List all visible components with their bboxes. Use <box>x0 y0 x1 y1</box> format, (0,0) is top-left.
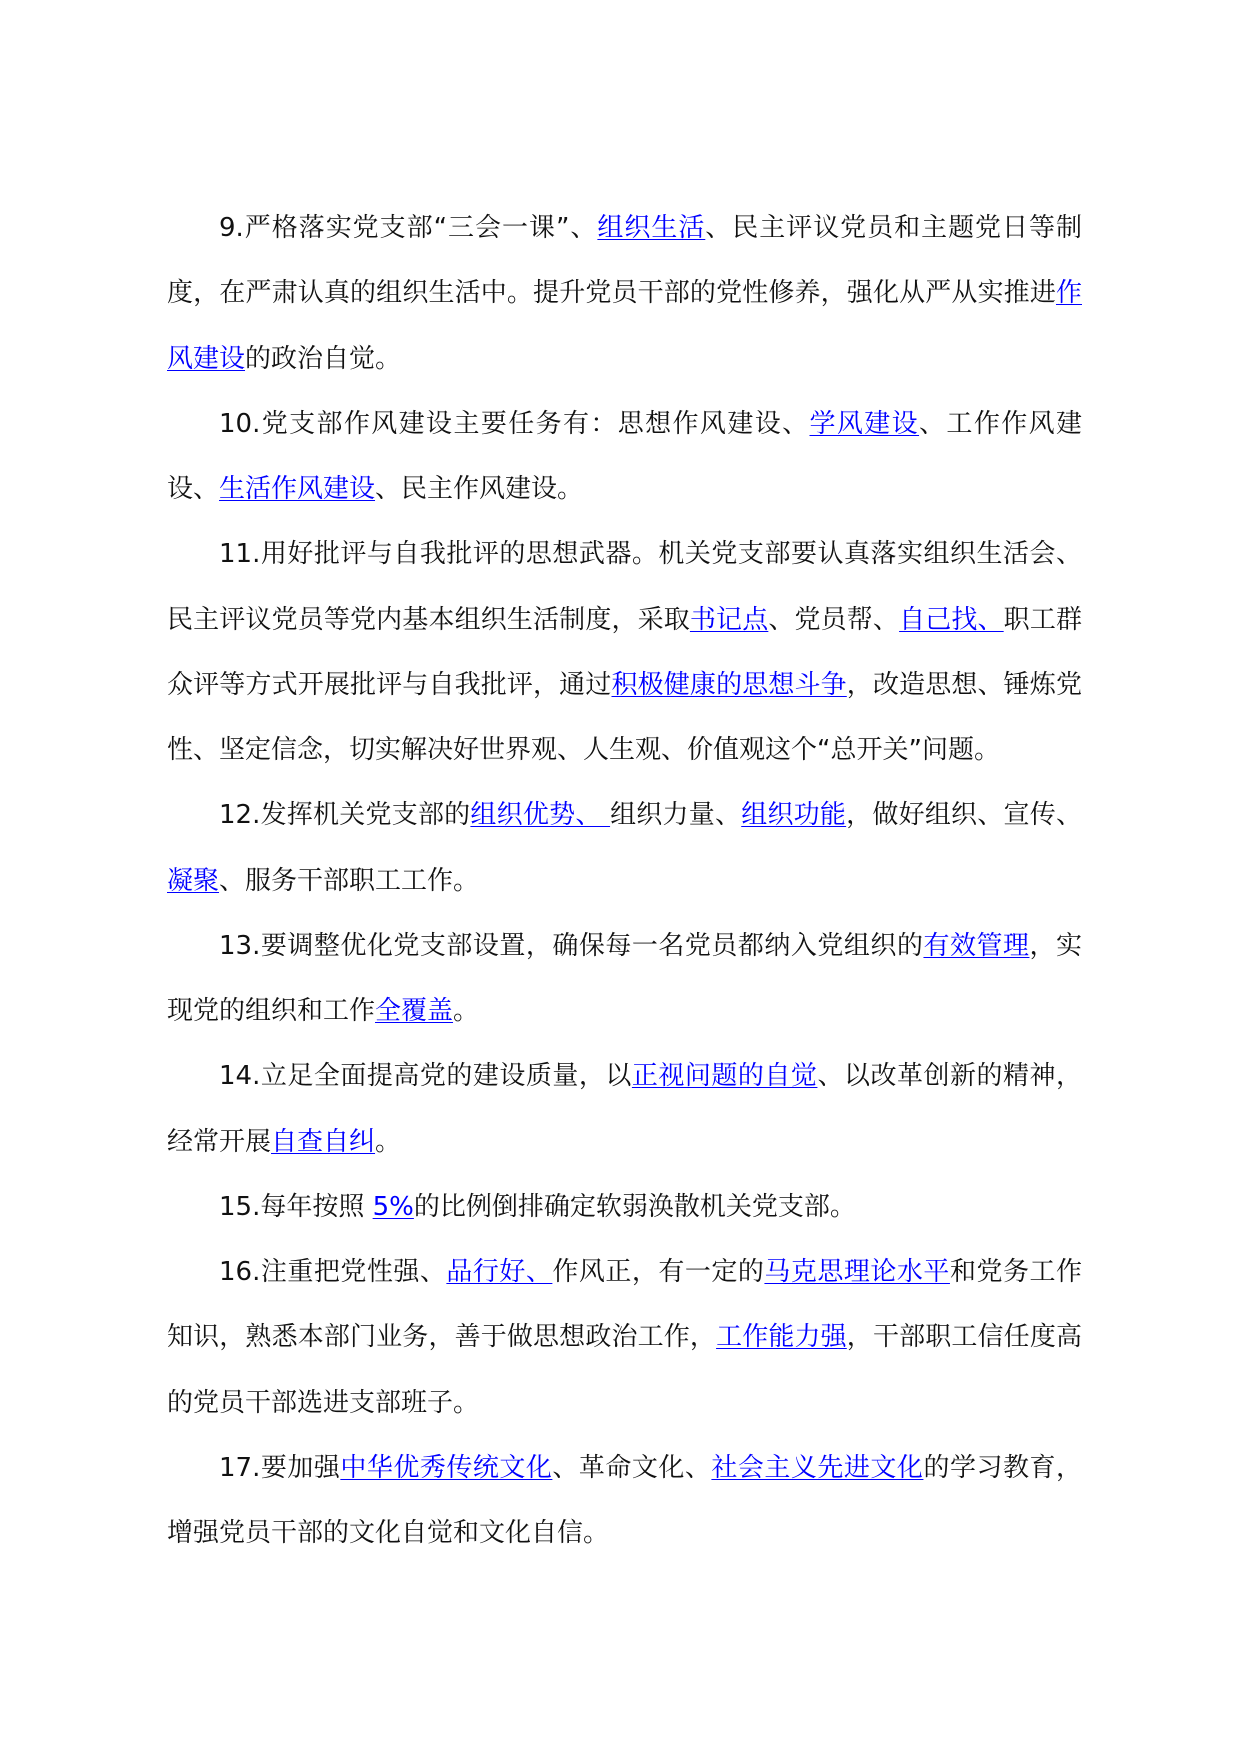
paragraph-text: 作风正，有一定的 <box>552 1257 765 1287</box>
paragraph-text: 、革命文化、 <box>552 1452 712 1483</box>
paragraph-text: 、民主评议党员和主题党日等制度，在严肃认真的组织生活中。提升党员干部的党性修养，强化从严从实推进 <box>167 213 1082 309</box>
paragraph-text: 的比例倒排确定软弱涣散机关党支部。 <box>413 1191 856 1222</box>
paragraph-text: 、以改革创新的精神，经常开展 <box>167 1061 1082 1157</box>
paragraph-text: ，实现党的组织和工作 <box>167 930 1082 1026</box>
paragraph-text: 。 <box>453 996 480 1026</box>
paragraph-9 <box>167 196 1082 392</box>
paragraph-14 <box>167 1044 1082 1175</box>
paragraph-text: 14.立足全面提高党的建设质量，以 <box>219 1061 632 1092</box>
paragraph-16 <box>167 1240 1082 1436</box>
paragraph-text: ，干部职工信任度高的党员干部选进支部班子。 <box>167 1322 1082 1418</box>
paragraph-text: 17.要加强 <box>219 1452 341 1483</box>
link-organizational-advantage[interactable]: 组织优势、 <box>470 800 611 831</box>
paragraph-text: 。 <box>375 1126 402 1157</box>
paragraph-text: 、党员帮、 <box>768 604 900 635</box>
paragraph-text: 的政治自觉。 <box>245 343 402 374</box>
paragraph-10 <box>167 392 1082 523</box>
paragraph-text: 9.严格落实党支部“三会一课”、 <box>219 213 598 243</box>
link-work-style-building[interactable]: 作风建设 <box>167 278 1082 374</box>
link-organizational-life[interactable]: 组织生活 <box>597 213 706 243</box>
document-body <box>167 196 1082 1566</box>
paragraph-text: 16.注重把党性强、 <box>219 1257 447 1287</box>
link-life-style-building[interactable]: 生活作风建设 <box>219 474 376 504</box>
paragraph-text: ，做好组织、宣传、 <box>846 800 1082 831</box>
paragraph-13 <box>167 914 1082 1045</box>
link-traditional-culture[interactable]: 中华优秀传统文化 <box>340 1452 553 1483</box>
link-organizational-function[interactable]: 组织功能 <box>741 800 847 831</box>
paragraph-15 <box>167 1175 1082 1240</box>
paragraph-text: ，改造思想、锤炼党性、坚定信念，切实解决好世界观、人生观、价值观这个“总开关”问题。 <box>167 669 1082 765</box>
paragraph-11 <box>167 522 1082 783</box>
paragraph-text: 13.要调整优化党支部设置，确保每一名党员都纳入党组织的 <box>219 930 924 961</box>
paragraph-text: 、服务干部职工工作。 <box>219 865 480 896</box>
paragraph-text: 15.每年按照 <box>219 1191 373 1222</box>
link-study-style-building[interactable]: 学风建设 <box>809 408 920 439</box>
link-cohesion[interactable]: 凝聚 <box>167 865 220 896</box>
link-self-find[interactable]: 自己找、 <box>899 604 1004 635</box>
link-self-inspection[interactable]: 自查自纠 <box>271 1126 376 1157</box>
paragraph-text: 11.用好批评与自我批评的思想武器。机关党支部要认真落实组织生活会、民主评议党员等党内基本组织生活制度，采取 <box>167 539 1082 635</box>
paragraph-text: 10.党支部作风建设主要任务有：思想作风建设、 <box>219 408 810 439</box>
paragraph-text: 组织力量、 <box>610 800 742 831</box>
link-effective-management[interactable]: 有效管理 <box>923 930 1030 961</box>
paragraph-text: 职工群众评等方式开展批评与自我批评，通过 <box>167 604 1082 700</box>
paragraph-17 <box>167 1436 1082 1567</box>
link-ideological-struggle[interactable]: 积极健康的思想斗争 <box>611 669 847 700</box>
paragraph-text: 12.发挥机关党支部的 <box>219 800 471 831</box>
link-five-percent[interactable]: 5% <box>372 1191 414 1222</box>
link-strong-work-ability[interactable]: 工作能力强 <box>716 1322 847 1353</box>
link-marxist-theory-level[interactable]: 马克思理论水平 <box>764 1257 950 1287</box>
link-secretary-points[interactable]: 书记点 <box>689 604 769 635</box>
link-face-problems-consciously[interactable]: 正视问题的自觉 <box>631 1061 818 1092</box>
link-full-coverage[interactable]: 全覆盖 <box>375 996 454 1026</box>
link-good-conduct[interactable]: 品行好、 <box>446 1257 553 1287</box>
paragraph-text: 、民主作风建设。 <box>375 474 584 504</box>
paragraph-12 <box>167 783 1082 914</box>
paragraph-text: 的学习教育，增强党员干部的文化自觉和文化自信。 <box>167 1452 1082 1548</box>
paragraph-text: 、工作作风建设、 <box>167 408 1082 504</box>
link-advanced-socialist-culture[interactable]: 社会主义先进文化 <box>711 1452 924 1483</box>
paragraph-text: 和党务工作知识，熟悉本部门业务，善于做思想政治工作， <box>167 1257 1082 1353</box>
